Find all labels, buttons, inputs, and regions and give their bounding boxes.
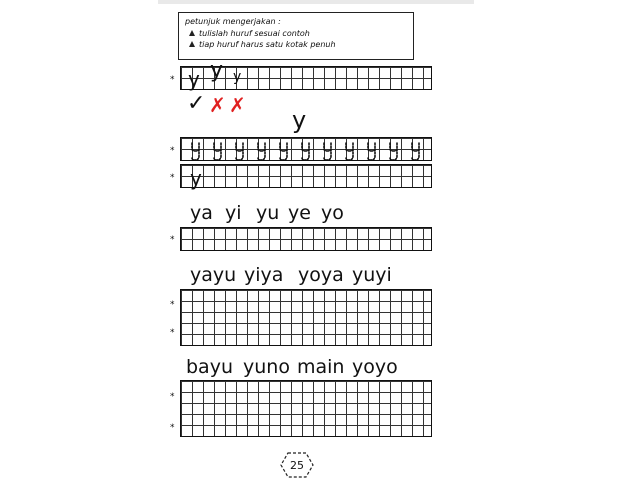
hexagon-frame-icon (280, 452, 314, 478)
row-star-marker: * (170, 235, 175, 245)
writing-grid-y (180, 164, 432, 188)
dotted-letter-y (389, 141, 398, 161)
row-star-marker: * (170, 173, 175, 183)
example-letter-too-small: y (233, 69, 242, 85)
word-main: main (297, 356, 345, 378)
page-number-badge (280, 452, 314, 478)
model-letter-y: y (292, 106, 307, 134)
syllable-ye: ye (288, 202, 311, 224)
dotted-letter-y (367, 141, 376, 161)
row-star-marker: * (170, 146, 175, 156)
syllable-yo: yo (321, 202, 344, 224)
dotted-letter-y (257, 141, 266, 161)
dotted-letter-y (323, 141, 332, 161)
word-bayu: bayu (186, 356, 233, 378)
triangle-bullet-icon (189, 30, 195, 36)
dotted-letter-y (301, 141, 310, 161)
instruction-text-1: tulislah huruf sesuai contoh (199, 29, 310, 38)
dotted-letter-y (279, 141, 288, 161)
dotted-letter-y (235, 141, 244, 161)
instruction-item-2 (185, 39, 407, 50)
check-mark-icon: ✓ (187, 91, 206, 116)
row-star-marker: * (170, 392, 175, 402)
word-yuyi: yuyi (352, 264, 392, 286)
red-cross-icon: ✗ (209, 93, 226, 117)
syllable-ya: ya (190, 202, 213, 224)
word-yuno: yuno (243, 356, 290, 378)
top-edge-strip (158, 0, 474, 4)
word-yayu: yayu (190, 264, 237, 286)
word-yoyo: yoyo (352, 356, 398, 378)
instruction-item-1 (185, 28, 407, 39)
word-yoya: yoya (298, 264, 344, 286)
syllable-yu: yu (256, 202, 280, 224)
instructions-box (178, 12, 414, 60)
row-star-marker: * (170, 328, 175, 338)
dotted-letter-y (191, 141, 200, 161)
row-star-marker: * (170, 300, 175, 310)
example-letter-too-tall: y (210, 58, 224, 83)
page-number: 25 (290, 459, 304, 472)
dotted-letter-y (345, 141, 354, 161)
dotted-letter-y (213, 141, 222, 161)
dotted-letter-y (411, 141, 420, 161)
instructions-title: petunjuk mengerjakan : (185, 17, 281, 26)
row-star-marker: * (170, 423, 175, 433)
red-cross-icon: ✗ (229, 93, 246, 117)
word-writing-grid-1 (180, 289, 432, 346)
syllable-yi: yi (225, 202, 242, 224)
word-yiya: yiya (244, 264, 284, 286)
row-star-marker: * (170, 75, 175, 85)
syllable-writing-grid (180, 227, 432, 251)
word-writing-grid-2 (180, 380, 432, 437)
triangle-bullet-icon (189, 41, 195, 47)
instruction-text-2: tiap huruf harus satu kotak penuh (199, 40, 336, 49)
example-letter-correct: y (188, 67, 200, 91)
starter-letter-y: y (190, 166, 202, 190)
